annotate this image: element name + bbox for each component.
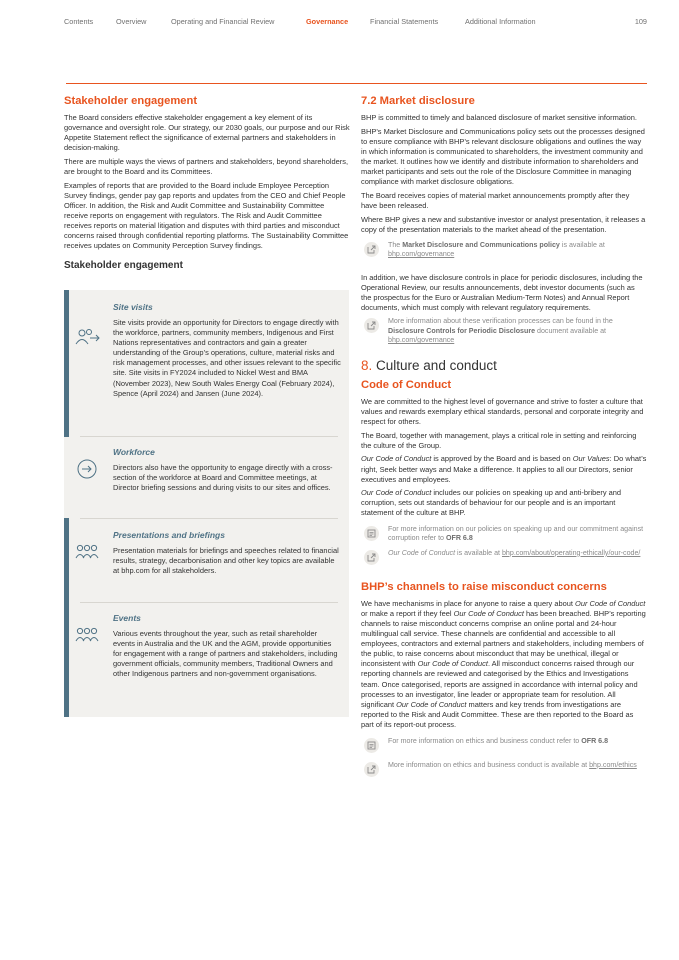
italic-text: Our Code of Conduct [361, 488, 432, 498]
header-divider [66, 83, 647, 84]
people-arrow-icon [72, 324, 102, 354]
italic-text: Our Code of Conduct [575, 598, 646, 608]
ref-text: document available at [535, 326, 607, 335]
italic-text: Our Code of Conduct [417, 659, 488, 669]
stakeholder-engagement-heading: Stakeholder engagement [64, 95, 198, 107]
document-icon [364, 738, 379, 753]
ofr-reference: OFR 6.8 [445, 534, 473, 543]
reference-note [361, 525, 647, 544]
ofr-reference: OFR 6.8 [581, 736, 609, 745]
nav-additional-information[interactable]: Additional Information [465, 17, 536, 26]
right-column [361, 95, 647, 784]
group-icon [72, 539, 102, 569]
paragraph: The Board receives copies of material market announcements promptly after they have been released. [361, 190, 630, 210]
divider [80, 436, 338, 437]
italic-text: Our Code of Conduct [396, 699, 467, 709]
ref-text: More information on ethics and business conduct is available at [388, 760, 590, 769]
stakeholder-engagement-subheading: Stakeholder engagement [64, 260, 183, 272]
reference-note [361, 317, 647, 346]
arrow-circle-icon [72, 456, 102, 486]
external-link-icon [364, 242, 379, 257]
reference-note [361, 549, 647, 567]
nav-overview[interactable]: Overview [116, 17, 147, 26]
ref-text: The [388, 240, 403, 249]
left-column [64, 95, 350, 278]
culture-conduct-section-title [361, 358, 647, 374]
paragraph: BHP’s Market Disclosure and Communications policy sets out the processes designed to ensure compliance with BHP’s relevant disclosure obligations and outlines the way in which information is communicated to shareholders, the investment community and the market. It outlines how we identify and distribute information to shareholders and market participants and sets out the role of the Disclosure Committee in managing compliance with market disclosure obligations. [361, 126, 645, 187]
top-navigation [64, 17, 647, 29]
paragraph [361, 599, 647, 730]
external-link-icon [364, 318, 379, 333]
external-link-icon [364, 550, 379, 565]
reference-note [361, 737, 647, 755]
ref-bold: Disclosure Controls for Periodic Disclosure [388, 326, 536, 335]
text: includes our policies on speaking up and anti-bribery and corruption, sets out standards of behaviour for our people and is an important statement of the culture at BHP. [361, 488, 622, 518]
nav-contents[interactable]: Contents [64, 17, 94, 26]
nav-financial-statements[interactable]: Financial Statements [370, 17, 439, 26]
paragraph: There are multiple ways the views of partners and stakeholders, beyond shareholders, are brought to the Board and its Committees. [64, 156, 349, 177]
ref-text: For more information on ethics and business conduct refer to [388, 736, 582, 745]
paragraph: BHP is committed to timely and balanced disclosure of market sensitive information. [361, 113, 637, 122]
stakeholder-engagement-panel [64, 290, 349, 717]
text: has been breached. BHP’s reporting channels to raise misconduct concerns comprise an online portal and 24-hour multilingual call service. These channels are confidential and accessible to all employees, contractors and external partners and stakeholders, including members of the public, to raise concerns about misconduct that may be unethical, illegal or inconsistent with [361, 608, 646, 669]
code-of-conduct-heading: Code of Conduct [361, 378, 452, 391]
text: We have mechanisms in place for anyone to raise a query about [361, 598, 576, 608]
panel-item-title: Events [113, 613, 141, 623]
panel-accent-bar [64, 518, 69, 717]
document-icon [364, 526, 379, 541]
external-link-icon [364, 762, 379, 777]
governance-link[interactable]: bhp.com/governance [388, 336, 455, 345]
paragraph: In addition, we have disclosure controls in place for periodic disclosures, including the Operational Review, our results announcements, debt investor documents (such as the prospectus for the Euro or Australian Medium-Term Notes) and Annual Report documents, which must comply with relevant regulatory requirements. [361, 273, 643, 313]
italic-text: Our Values [572, 454, 610, 464]
nav-governance[interactable]: Governance [306, 17, 349, 26]
text: is approved by the Board and is based on [431, 454, 573, 464]
panel-item-text: Various events throughout the year, such as retail shareholder events in Australia and the UK and the AGM, provide opportunities for engagement with a range of partners and stakeholders, including government officials, community members, Traditional Owners and other Indigenous partners and non-government organisations. [113, 629, 338, 679]
text: : Do what’s right, Seek better ways and Make a difference. It applies to all our Directors, senior executives and employees. [361, 454, 647, 484]
italic-text: Our Code of Conduct [388, 548, 456, 557]
italic-text: Our Code of Conduct [453, 608, 524, 618]
reference-note [361, 241, 647, 260]
group-icon [72, 622, 102, 652]
paragraph [361, 454, 647, 484]
panel-item-title: Workforce [113, 447, 155, 457]
page-number: 109 [634, 17, 647, 26]
market-disclosure-heading: 7.2 Market disclosure [361, 95, 475, 107]
panel-accent-bar [64, 290, 69, 437]
paragraph: We are committed to the highest level of governance and strive to foster a culture that values and rewards exemplary ethical standards, personal and corporate integrity and respect for others. [361, 396, 644, 426]
nav-operating-financial-review[interactable]: Operating and Financial Review [171, 17, 275, 26]
ref-text: is available at [559, 240, 605, 249]
paragraph: The Board considers effective stakeholder engagement a key element of its governance and oversight role. Our strategy, our 2030 goals, our purpose and our Risk Appetite Statement reflect the significance of external partners and stakeholders in decision-making. [64, 113, 350, 153]
ref-text: For more information on our policies on speaking up and our commitment against corruption refer to [388, 524, 644, 543]
section-number: 8. [361, 357, 373, 373]
divider [80, 602, 338, 603]
panel-item-text: Presentation materials for briefings and speeches related to financial results, strategy, decarbonisation and other key topics are available at bhp.com for all stakeholders. [113, 546, 339, 576]
paragraph: The Board, together with management, plays a critical role in setting and reinforcing the culture of the Group. [361, 430, 637, 450]
divider [80, 518, 338, 519]
paragraph: Examples of reports that are provided to the Board include Employee Perception Survey findings, gender pay gap reports and updates from the CEO and Chief People Officer. In addition, the Risk and Audit Committee and Sustainability Committee receive reports on engagement with regulators. The Risk and Audit Committee receives reports on material litigation and disputes with third parties and misconduct concerns raised through confidential reporting platforms. The Sustainability Committee receives updates on Community Perception Survey findings. [64, 180, 349, 251]
ethics-link[interactable]: bhp.com/ethics [589, 760, 637, 769]
governance-link[interactable]: bhp.com/governance [388, 250, 455, 259]
code-link[interactable]: bhp.com/about/operating-ethically/our-code/ [501, 548, 641, 557]
panel-item-title: Presentations and briefings [113, 530, 225, 540]
panel-item-text: Directors also have the opportunity to engage directly with a cross-section of the workforce at Board and Committee meetings, at Director briefing sessions and during visits to our sites and offices. [113, 463, 333, 493]
text: . All misconduct concerns raised through our reporting channels are reviewed and categorised by the Ethics and Investigations team. Once categorised, reports are assigned in accordance with internal policy and processes to an investigator, line leader or appropriate team for resolution. All significant [361, 659, 638, 709]
ref-text: is available at [455, 548, 502, 557]
text: or make a report if they feel [361, 608, 454, 618]
ref-text: More information about these verification processes can be found in the [388, 316, 613, 325]
reference-note [361, 761, 647, 779]
channels-heading: BHP’s channels to raise misconduct concerns [361, 580, 607, 593]
italic-text: Our Code of Conduct [361, 454, 432, 464]
paragraph [361, 488, 647, 518]
panel-item-text: Site visits provide an opportunity for Directors to engage directly with the workforce, partners, community members, Indigenous and First Nations representatives and contractors and gain a greater understanding of the Group’s operations, culture, material risks and risk management processes, and other issues relevant to the specific site. Site visits in FY2024 included to Nickel West and BMA (November 2023), New South Wales Energy Coal (February 2024), Spence (April 2024) and Jansen (June 2024). [113, 318, 341, 398]
ref-bold: Market Disclosure and Communications policy [402, 240, 560, 249]
panel-item-title: Site visits [113, 302, 153, 312]
section-title: Culture and conduct [376, 357, 497, 373]
paragraph: Where BHP gives a new and substantive investor or analyst presentation, it releases a copy of the presentation materials to the market ahead of the presentation. [361, 214, 646, 234]
text: matters and key trends from investigations are reported to the Risk and Audit Committee. These are then reported to the Board as part of its report-out process. [361, 699, 634, 729]
